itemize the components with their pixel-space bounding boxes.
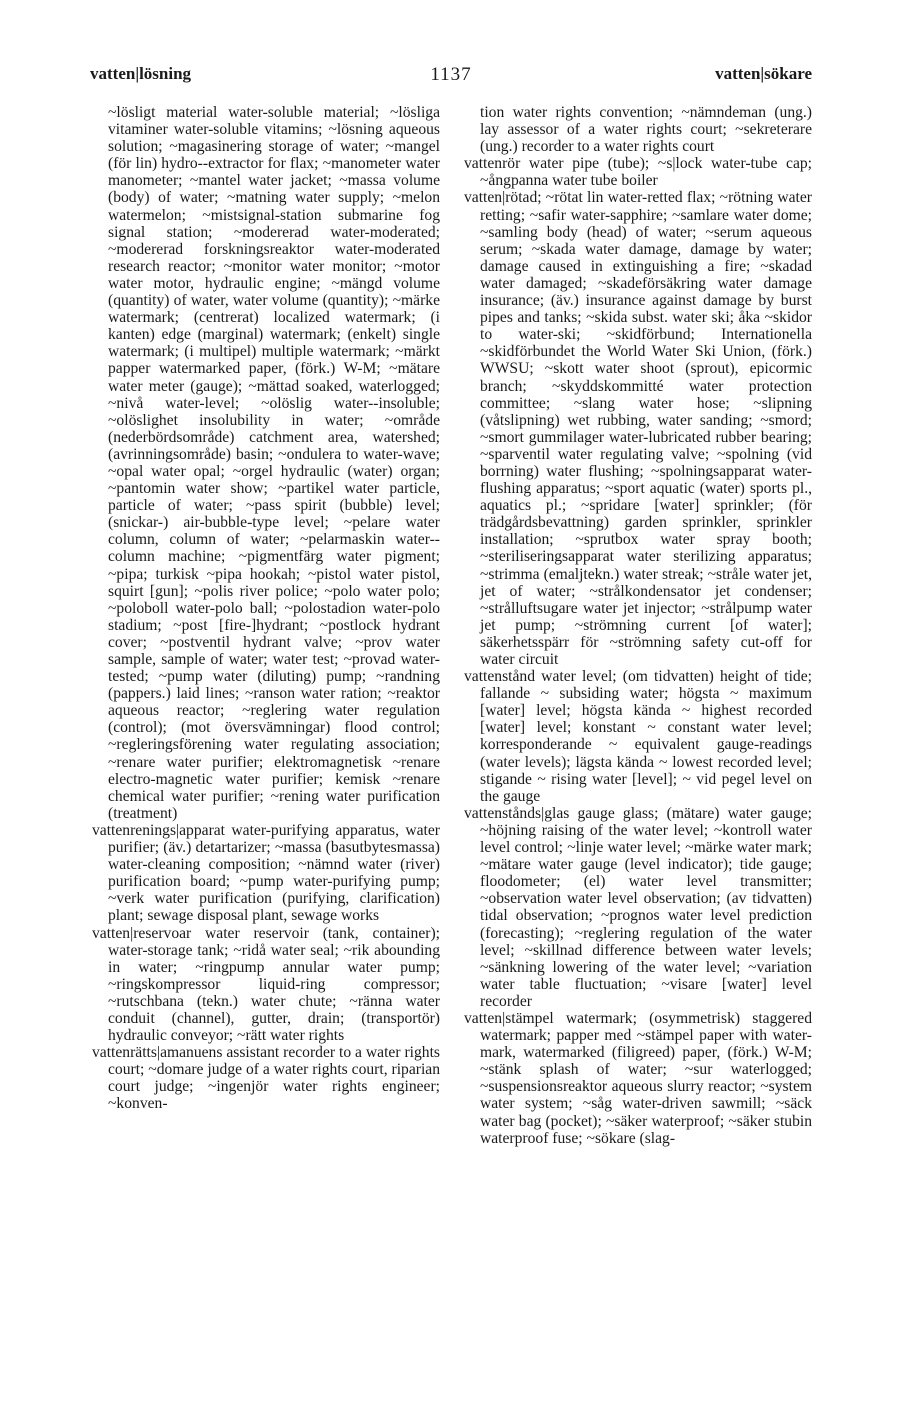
entry-continuation: ~lösligt material water-soluble material; ~lösliga vitaminer water-soluble vitamins; ~lösning aqueous solution; ~magasinering storage of water; ~mangel (för lin) hydro--extractor for flax; ~manometer water manometer; ~mantel water jacket; ~massa volume (body) of water; ~matning water supply; ~melon watermelon; ~mistsignal-station submarine fog signal station; ~modererad water-moderated; ~modererad forskningsreaktor water-moderated research reactor; ~monitor water monitor; ~motor water motor, hydraulic engine; ~mängd volume (quantity) of water, water volume (quantity); ~märke watermark; (centrerat) localized watermark; (i kanten) edge (marginal) watermark; (enkelt) single watermark; (i multipel) multiple watermark; ~märkt papper watermarked paper, (förk.) W-M; ~mätare water meter (gauge); ~mättad soaked, waterlogged; ~nivå water-level; ~olöslig water--insoluble; ~olöslighet insolubility in water; ~område (nederbördsområde) catchment area, watershed; (avrinningsområde) basin; ~ondulera to water-wave; ~opal water opal; ~orgel hydraulic (water) organ; ~pantomin water show; ~partikel water particle, particle of water; ~pass spirit (bubble) level; (snickar-) air-bubble-type level; ~pelare water column, column of water; ~pelarmaskin water--column machine; ~pigmentfärg water pigment; ~pipa; turkisk ~pipa hookah; ~pistol water pistol, squirt [gun]; ~polis river police; ~polo water polo; ~poloboll water-polo ball; ~polostadion water-polo stadium; ~post [fire-]hydrant; ~postlock hydrant cover; ~postventil hydrant valve; ~prov water sample, sample of water; water test; ~provad water-tested; ~pump water (diluting) pump; ~randning (pappers.) laid lines; ~ranson water ration; ~reaktor aqueous reactor; ~reglering water regulation (control); (mot översvämningar) flood control; ~regleringsförening water regulating association; ~renare water purifier; elektromagnetisk ~renare electro-magnetic water purifier; kemisk ~renare chemical water purifier; ~rening water purification (treatment)	[108, 104, 440, 822]
dictionary-entry: vatten|reservoar water reservoir (tank, container); water-storage tank; ~ridå water seal; ~rik abounding in water; ~ringpump annular water pump; ~ringskompressor liquid-ring compressor; ~rutschbana (tekn.) water chute; ~ränna water conduit (channel), gutter, drain; (transportör) hydraulic conveyor; ~rätt water rights	[92, 924, 440, 1045]
right-running-headword: vatten|sökare	[715, 64, 812, 83]
dictionary-entry: vattenrör water pipe (tube); ~s|lock water-tube cap; ~ångpanna water tube boiler	[464, 155, 812, 190]
dictionary-entry: vattenstånd water level; (om tidvatten) height of tide; fallande ~ subsiding water; högsta ~ maximum [water] level; högsta kända ~ highest recorded [water] level; konstant ~ constant water level; korresponderande ~ equivalent gauge-readings (water levels); lägsta kända ~ lowest recorded level; stigande ~ rising water [level]; ~ vid pegel level on the gauge	[464, 668, 812, 805]
right-column	[464, 104, 812, 1147]
entry-continuation: tion water rights convention; ~nämndeman (ung.) lay assessor of a water rights court; ~sekreterare (ung.) recorder to a water rights court	[480, 104, 812, 156]
dictionary-entry: vattenrätts|amanuens assistant recorder to a water rights court; ~domare judge of a water rights court, riparian court judge; ~ingenjör water rights engineer; ~konven-	[92, 1044, 440, 1113]
dictionary-entry: vattenrenings|apparat water-purifying apparatus, water purifier; (äv.) detartarizer; ~massa (basutbytesmassa) water-cleaning composition; ~nämnd water (river) purification board; ~pump water-purifying pump; ~verk water purification (purifying, clarification) plant; sewage disposal plant, sewage works	[92, 821, 440, 925]
page-number: 1137	[430, 64, 472, 85]
left-running-headword: vatten|lösning	[90, 64, 192, 83]
left-column	[92, 104, 440, 1113]
page-header	[90, 64, 812, 88]
dictionary-entry: vatten|stämpel watermark; (osymmetrisk) staggered watermark; papper med ~stämpel paper with water-mark, watermarked (filigreed) paper, (förk.) W-M; ~stänk splash of water; ~sur waterlogged; ~suspensionsreaktor aqueous slurry reactor; ~system water system; ~såg water-driven sawmill; ~säck water bag (pocket); ~säker waterproof; ~säker stubin waterproof fuse; ~sökare (slag-	[464, 1009, 812, 1147]
dictionary-entry: vatten|rötad; ~rötat lin water-retted flax; ~rötning water retting; ~safir water-sapphire; ~samlare water dome; ~samling body (head) of water; ~serum aqueous serum; ~skada water damage, damage by water; damage caused in extinguishing a fire; ~skadad water damaged; ~skadeförsäkring water damage insurance; (äv.) insurance against damage by burst pipes and tanks; ~skida subst. water ski; åka ~skidor to water-ski; ~skidförbund; Internationella ~skidförbundet the World Water Ski Union, (förk.) WWSU; ~skott water shoot (sprout), epicormic branch; ~skyddskommitté water protection committee; ~slang water hose; ~slipning (våtslipning) wet rubbing, water sanding; ~smord; ~smort gummilager water-lubricated rubber bearing; ~sparventil water regulating valve; ~spolning (vid borrning) water flushing; ~spolningsapparat water-flushing apparatus; ~sport aquatic (water) sports pl., aquatics pl.; ~spridare [water] sprinkler; (för trädgårdsbevattning) garden sprinkler, sprinkler installation; ~sprutbox water spray booth; ~steriliseringsapparat water sterilizing apparatus; ~strimma (emaljtekn.) water streak; ~stråle water jet, jet of water; ~strålkondensator jet condenser; ~strålluftsugare water jet injector; ~strålpump water jet pump; ~strömning current [of water]; säkerhetsspärr för ~strömning safety cut-off for water circuit	[464, 189, 812, 668]
dictionary-entry: vattenstånds|glas gauge glass; (mätare) water gauge; ~höjning raising of the water level; ~kontroll water level control; ~linje water level; ~märke water mark; ~mätare water gauge (level indicator); tide gauge; floodometer; (el) water level transmitter; ~observation water level observation; (av tidvatten) tidal observation; ~prognos water level prediction (forecasting); ~reglering regulation of the water level; ~skillnad difference between water levels; ~sänkning lowering of the water level; ~variation water table fluctuation; ~visare [water] level recorder	[464, 804, 812, 1010]
